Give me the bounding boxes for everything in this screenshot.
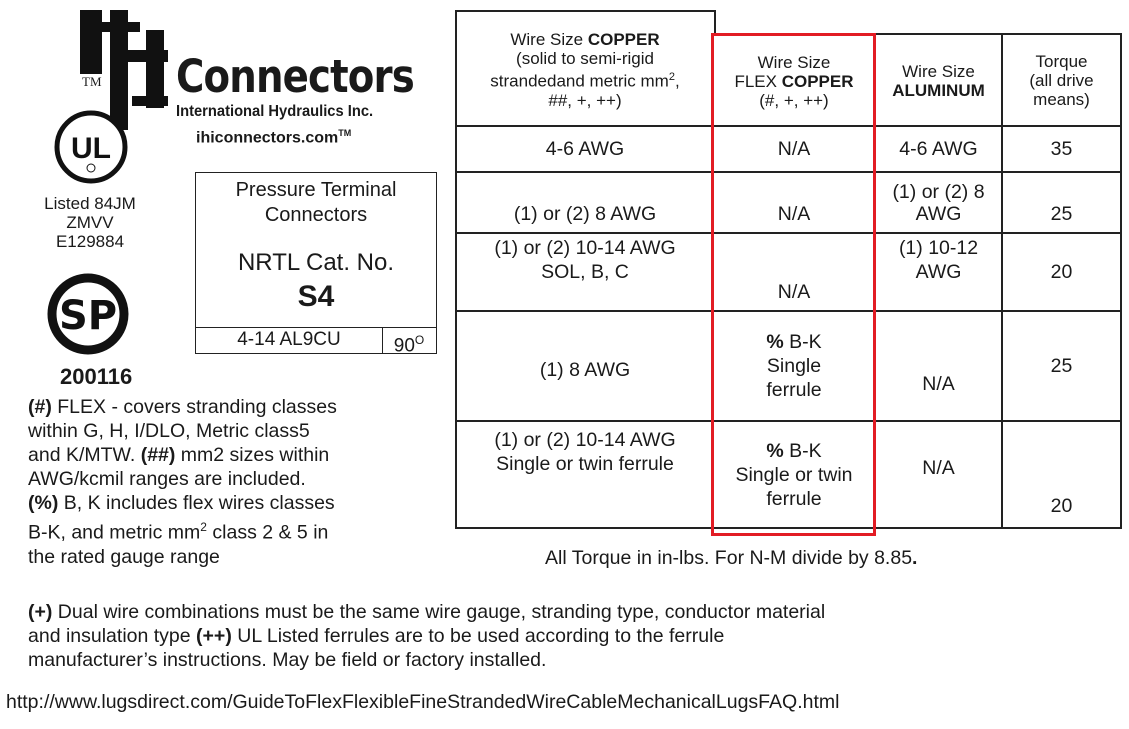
cell-text: N/A	[777, 138, 811, 160]
csa-number: 200116	[60, 364, 133, 389]
header-text: (all drive	[1029, 70, 1094, 90]
cell-text: N/A	[922, 373, 955, 395]
product-title	[196, 178, 436, 228]
cell-text: SOL, B, C	[541, 261, 629, 283]
notes-bottom	[28, 600, 1118, 672]
table-cell-copper	[457, 312, 713, 420]
note-key: (#)	[28, 396, 52, 418]
header-text: FLEX	[734, 71, 782, 91]
header-torque	[1003, 36, 1120, 124]
note-key: (%)	[28, 492, 59, 514]
note-line: the rated gauge range	[28, 545, 220, 568]
nrtl-label: NRTL Cat. No.	[237, 249, 395, 276]
header-text: (#, +, ++)	[759, 90, 829, 110]
table-cell-copper	[457, 173, 713, 232]
brand-website	[196, 128, 351, 147]
cell-key: %	[766, 439, 784, 462]
ul-logo-icon	[54, 110, 128, 184]
header-bold: ALUMINUM	[892, 81, 985, 100]
torque-note-text: All Torque in in-lbs. For N-M divide by 8.85	[545, 547, 913, 569]
rating-row	[196, 327, 436, 357]
temperature-rating	[384, 328, 434, 358]
cell-text: 20	[1050, 495, 1073, 517]
note-key: (++)	[196, 625, 232, 647]
table-cell-aluminum	[876, 236, 1001, 306]
catalog-number: S4	[297, 280, 335, 313]
header-text: ,	[674, 71, 680, 91]
note-text: and insulation type	[28, 625, 197, 647]
flex-copper-highlight	[711, 33, 876, 536]
cell-text: AWG	[915, 202, 962, 225]
table-cell-copper	[457, 127, 713, 171]
header-text: Wire Size	[510, 30, 588, 50]
header-bold: COPPER	[587, 30, 660, 50]
company-name: International Hydraulics Inc.	[176, 103, 374, 120]
note-text: class 2 & 5 in	[206, 521, 329, 544]
header-text: means)	[1033, 89, 1090, 109]
website-tm: TM	[338, 128, 352, 138]
header-bold: COPPER	[781, 71, 854, 91]
cell-text: 25	[1050, 203, 1073, 225]
temp-value: 90	[393, 335, 415, 357]
cell-text: (1) 8 AWG	[539, 359, 631, 381]
listing-line: E129884	[55, 232, 125, 251]
note-line	[28, 624, 1118, 648]
table-cell-copper	[457, 424, 713, 524]
cell-text: 25	[1050, 355, 1073, 377]
cell-text: Single or twin ferrule	[496, 453, 674, 475]
cell-text: AWG	[915, 261, 962, 283]
note-line: AWG/kcmil ranges are included.	[28, 468, 306, 490]
table-border	[1001, 33, 1121, 35]
cell-text: B-K	[783, 439, 822, 462]
note-text: B-K, and metric mm	[28, 521, 201, 544]
table-cell-aluminum	[876, 127, 1001, 171]
csa-mark: SP	[58, 293, 118, 339]
note-line	[28, 491, 448, 515]
note-text: mm2 sizes within	[175, 444, 330, 466]
cell-text: Single	[766, 355, 822, 377]
header-text: strandedand metric mm	[490, 71, 669, 91]
table-cell-aluminum	[876, 424, 1001, 524]
product-title-line: Pressure Terminal	[235, 179, 397, 201]
brand-website-text: ihiconnectors.com	[196, 129, 339, 147]
cell-key: %	[766, 331, 784, 353]
note-sup: 2	[200, 520, 207, 534]
header-text: (solid to semi-rigid	[516, 49, 654, 69]
cell-text: ferrule	[766, 487, 822, 510]
cell-text: Single or twin	[735, 463, 853, 486]
header-text: Torque	[1035, 51, 1088, 71]
cell-text: (1) or (2) 10-14 AWG	[494, 237, 676, 259]
temp-unit: O	[414, 333, 425, 347]
cell-text: B-K	[783, 331, 822, 353]
table-cell-torque	[1003, 424, 1120, 524]
note-text: UL Listed ferrules are to be used according to the ferrule	[231, 625, 725, 647]
torque-note-end: .	[912, 547, 918, 569]
cell-text: (1) or (2) 8	[892, 180, 985, 203]
header-sup: 2	[668, 71, 675, 84]
table-cell-torque	[1003, 127, 1120, 171]
cell-text: N/A	[777, 203, 811, 225]
cell-text: (1) or (2) 8 AWG	[513, 203, 657, 225]
note-line	[28, 395, 448, 419]
ul-listing	[0, 194, 180, 251]
cell-text: N/A	[777, 281, 811, 303]
header-text: Wire Size	[902, 62, 975, 81]
note-line: within G, H, I/DLO, Metric class5	[28, 420, 310, 442]
header-text: Wire Size	[757, 52, 831, 72]
table-cell-torque	[1003, 173, 1120, 232]
trademark-mark: TM	[82, 74, 102, 89]
cell-text: 4-6 AWG	[545, 138, 625, 160]
csa-logo-icon	[46, 272, 130, 356]
note-line	[28, 515, 448, 545]
table-cell-copper	[457, 236, 713, 306]
table-border	[1120, 33, 1122, 529]
product-box	[195, 172, 437, 357]
note-text: and K/MTW.	[28, 444, 141, 466]
table-border	[876, 33, 1002, 35]
header-copper	[457, 16, 713, 124]
cell-text: N/A	[922, 457, 955, 479]
header-aluminum	[876, 38, 1001, 124]
note-line	[28, 600, 1118, 624]
table-border	[455, 10, 715, 12]
header-text: ##, +, ++)	[548, 90, 622, 110]
table-cell-aluminum	[876, 312, 1001, 420]
note-key: (##)	[140, 444, 176, 466]
rating-value: 4-14 AL9CU	[196, 328, 383, 354]
note-text: B, K includes flex wires classes	[58, 492, 335, 514]
table-cell-torque	[1003, 234, 1120, 310]
cell-text: 35	[1050, 138, 1073, 160]
note-text: FLEX - covers stranding classes	[51, 396, 337, 418]
note-line	[28, 443, 448, 467]
table-cell-aluminum	[876, 173, 1001, 232]
cell-text: 20	[1050, 261, 1073, 283]
cell-text: ferrule	[766, 379, 822, 401]
cell-text: (1) or (2) 10-14 AWG	[494, 429, 676, 451]
ul-mark: UL	[71, 132, 111, 165]
torque-note	[545, 546, 917, 570]
listing-line: Listed 84JM	[44, 194, 136, 213]
cell-text: (1) 10-12	[898, 237, 979, 259]
table-cell-torque	[1003, 312, 1120, 420]
note-text: Dual wire combinations must be the same wire gauge, stranding type, conductor material	[52, 601, 826, 623]
brand-name: Connectors	[176, 50, 414, 103]
cell-text: 4-6 AWG	[899, 138, 978, 160]
note-key: (+)	[28, 601, 53, 623]
note-line: manufacturer’s instructions. May be field or factory installed.	[28, 649, 547, 671]
source-url: http://www.lugsdirect.com/GuideToFlexFlexibleFineStrandedWireCableMechanicalLugsFAQ.html	[6, 691, 840, 713]
listing-line: ZMVV	[66, 213, 114, 232]
product-title-line: Connectors	[264, 204, 368, 226]
notes-left	[28, 395, 448, 569]
